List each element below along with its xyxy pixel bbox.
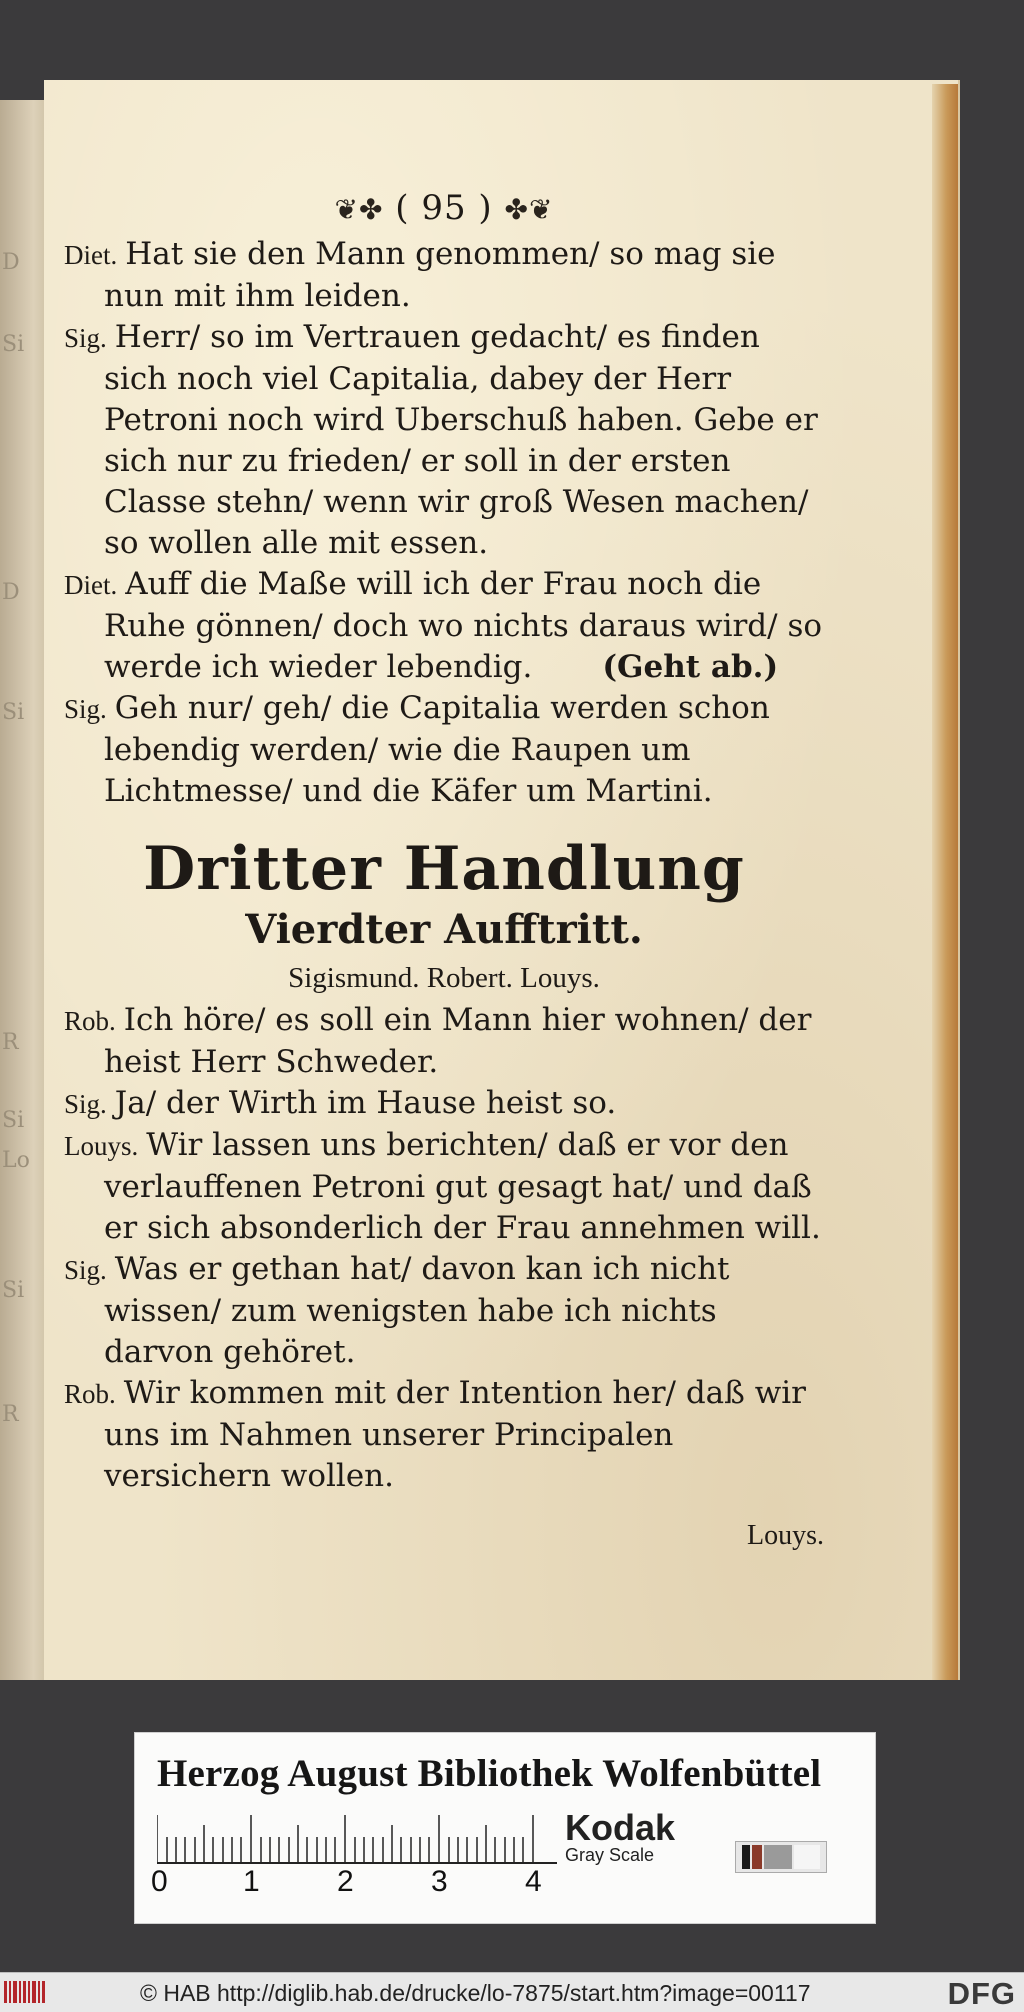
- dfg-logo: DFG: [947, 1976, 1016, 2011]
- page-edge: [932, 84, 958, 1680]
- ornament-left-icon: ❦✤: [334, 193, 384, 226]
- ruler-ticks-icon: [157, 1815, 577, 1865]
- cast-list: Sigismund. Robert. Louys.: [288, 962, 600, 994]
- stage-direction: (Geht ab.): [602, 649, 779, 685]
- speech-text: Ja/ der Wirth im Hause heist so.: [114, 1085, 617, 1121]
- facing-page-fragment: R: [2, 1030, 19, 1055]
- speech-text: Hat sie den Mann genommen/ so mag sie nun mit ihm leiden.: [104, 236, 776, 314]
- speaker-label: Louys.: [64, 1131, 139, 1161]
- act-title: Dritter Handlung: [143, 834, 745, 904]
- speech: [64, 317, 824, 564]
- ruler-number: 2: [337, 1865, 354, 1898]
- speech-text: Auff die Maße will ich der Frau noch die Ruhe gönnen/ doch wo nichts daraus wird/ so werde ich wieder lebendig.: [104, 566, 823, 685]
- catchword: Louys.: [747, 1520, 824, 1551]
- speaker-label: Sig.: [64, 1255, 107, 1285]
- speech: [64, 1000, 824, 1083]
- facing-page-fragment: R: [2, 1402, 19, 1427]
- speech: [64, 1125, 824, 1249]
- speech-text: Herr/ so im Vertrauen gedacht/ es finden sich noch viel Capitalia, dabey der Herr Petroni noch wird Uberschuß haben. Gebe er sich nur zu frieden/ er soll in der ersten Classe stehn/ wenn wir groß Wesen machen/ so wollen alle mit essen.: [104, 319, 818, 561]
- speech-text: Wir lassen uns berichten/ daß er vor den verlauffenen Petroni gut gesagt hat/ und daß er sich absonderlich der Frau annehmen will.: [104, 1127, 821, 1246]
- facing-page-fragment: Si: [2, 700, 25, 725]
- copyright-credit: © HAB http://diglib.hab.de/drucke/lo-7875/start.htm?image=00117: [140, 1980, 811, 2006]
- speech: [64, 234, 824, 317]
- facing-page-fragment: D: [2, 250, 20, 275]
- speech: [64, 564, 824, 688]
- hab-logo-icon: [4, 1979, 48, 2005]
- speaker-label: Sig.: [64, 694, 107, 724]
- facing-page-fragment: Si: [2, 1108, 25, 1133]
- facing-page-fragment: Si: [2, 332, 25, 357]
- ruler-number: 4: [525, 1865, 542, 1898]
- page-number: ( 95 ): [395, 188, 493, 228]
- library-name: Herzog August Bibliothek Wolfenbüttel: [157, 1752, 822, 1795]
- scene-title: Vierdter Aufftritt.: [245, 906, 643, 953]
- ruler-number: 1: [243, 1865, 260, 1898]
- speaker-label: Rob.: [64, 1379, 116, 1409]
- speech-text: Ich höre/ es soll ein Mann hier wohnen/ der heist Herr Schweder.: [104, 1002, 812, 1080]
- kodak-logo: Kodak: [565, 1807, 676, 1848]
- ruler-number: 0: [151, 1865, 168, 1898]
- facing-page-fragment: Lo: [2, 1148, 30, 1173]
- speaker-label: Diet.: [64, 240, 118, 270]
- speaker-label: Diet.: [64, 570, 118, 600]
- speaker-label: Sig.: [64, 323, 107, 353]
- speaker-label: Sig.: [64, 1089, 107, 1119]
- footer-bar: [0, 1972, 1024, 2012]
- speech: [64, 1249, 824, 1373]
- gray-scale-label: Gray Scale: [565, 1845, 655, 1865]
- speech-text: Was er gethan hat/ davon kan ich nicht wissen/ zum wenigsten habe ich nichts darvon gehöret.: [104, 1251, 730, 1370]
- gray-chip-icon: [735, 1841, 827, 1873]
- scale-ruler: [151, 1815, 577, 1915]
- ruler-numbers: [151, 1865, 577, 1905]
- speaker-label: Rob.: [64, 1006, 116, 1036]
- page-text: [64, 186, 824, 1556]
- speech: [64, 1083, 824, 1125]
- facing-page-fragment: D: [2, 580, 20, 605]
- facing-page-fragment: Si: [2, 1278, 25, 1303]
- color-target-card: [134, 1732, 876, 1924]
- speech: [64, 1373, 824, 1497]
- speech-text: Wir kommen mit der Intention her/ daß wir uns im Nahmen unserer Principalen versichern wollen.: [104, 1375, 806, 1494]
- ornament-right-icon: ✤❦: [504, 193, 554, 226]
- page-header: [64, 186, 824, 232]
- kodak-label: [565, 1807, 675, 1866]
- facing-page-edge: [0, 100, 48, 1680]
- speech-text: Geh nur/ geh/ die Capitalia werden schon lebendig werden/ wie die Raupen um Lichtmesse/ und die Käfer um Martini.: [104, 690, 770, 809]
- speech: [64, 688, 824, 812]
- ruler-number: 3: [431, 1865, 448, 1898]
